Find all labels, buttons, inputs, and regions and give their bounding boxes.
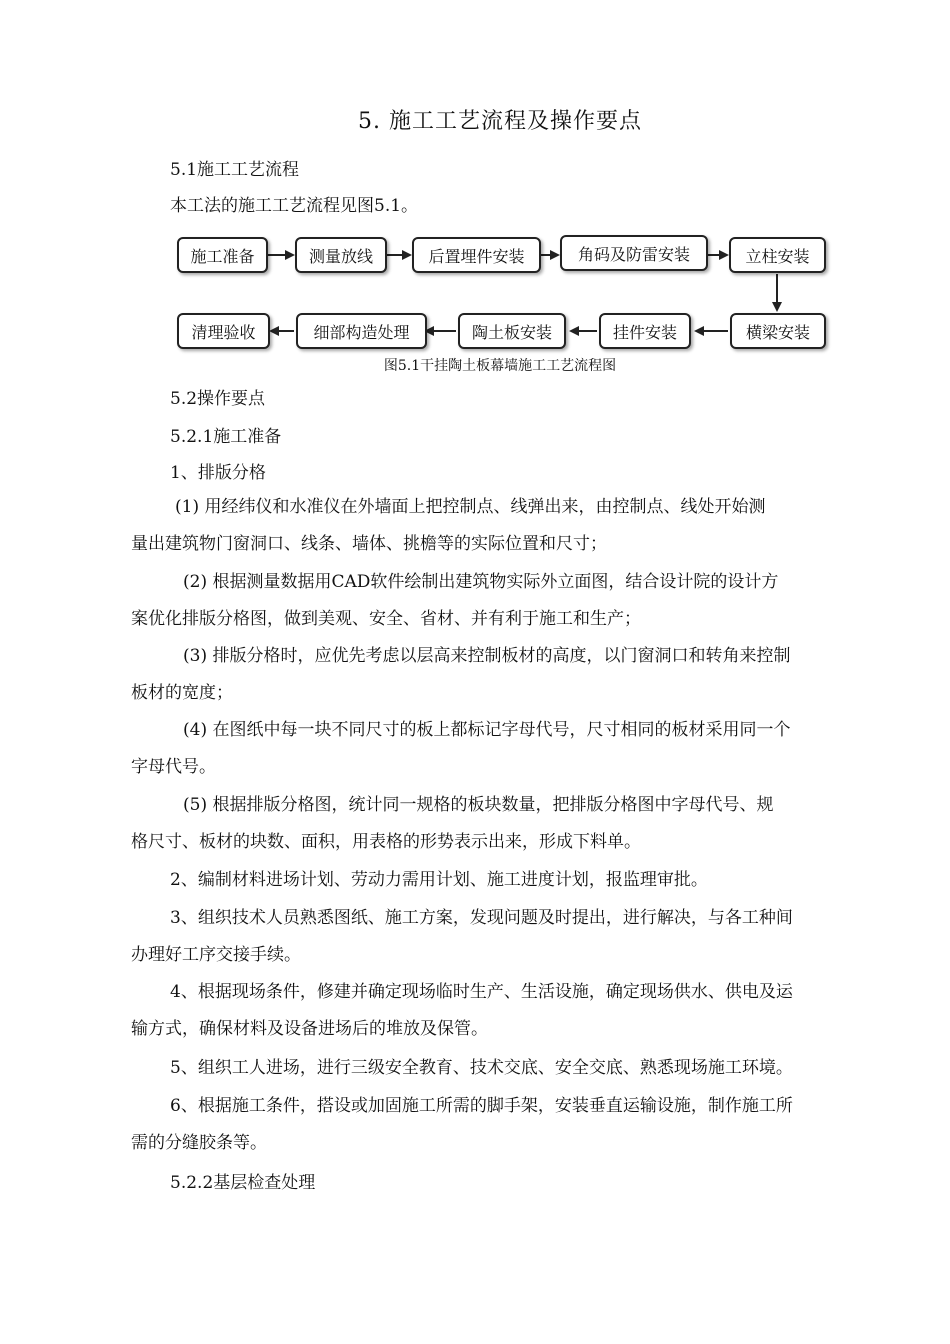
subsection-5-2: 5.2操作要点 — [170, 389, 266, 409]
paragraph-item-3 — [131, 900, 871, 974]
step-corner-lightning: 角码及防雷安装 — [560, 235, 708, 271]
paragraph-1-4 — [131, 712, 871, 786]
intro-text: 本工法的施工工艺流程见图5.1。 — [170, 196, 419, 216]
paragraph-item-6 — [131, 1088, 871, 1162]
step-hanger-install: 挂件安装 — [599, 313, 691, 349]
paragraph-rest: 需的分缝胶条等。 — [131, 1133, 267, 1153]
paragraph-1-3 — [131, 638, 871, 712]
paragraph-rest: 案优化排版分格图，做到美观、安全、省材、并有利于施工和生产； — [131, 609, 641, 629]
step-clay-panel-install: 陶土板安装 — [458, 313, 566, 349]
paragraph-first-line: 5、组织工人进场，进行三级安全教育、技术交底、安全交底、熟悉现场施工环境。 — [170, 1058, 793, 1078]
step-surveying: 测量放线 — [295, 237, 387, 273]
paragraph-first-line: 4、根据现场条件，修建并确定现场临时生产、生活设施，确定现场供水、供电及运 — [170, 982, 793, 1002]
paragraph-first-line: 6、根据施工条件，搭设或加固施工所需的脚手架，安装垂直运输设施，制作施工所 — [170, 1096, 793, 1116]
paragraph-1-1 — [131, 489, 871, 563]
subsection-5-2-2: 5.2.2基层检查处理 — [170, 1173, 316, 1193]
paragraph-rest: 输方式，确保材料及设备进场后的堆放及保管。 — [131, 1019, 488, 1039]
paragraph-first-line: (5) 根据排版分格图，统计同一规格的板块数量，把排版分格图中字母代号、规 — [183, 795, 774, 815]
paragraph-first-line: 3、组织技术人员熟悉图纸、施工方案，发现问题及时提出，进行解决，与各工种间 — [170, 908, 793, 928]
paragraph-first-line: 2、编制材料进场计划、劳动力需用计划、施工进度计划，报监理审批。 — [170, 870, 708, 890]
section-heading: 5. 施工工艺流程及操作要点 — [358, 109, 642, 134]
paragraph-first-line: (1) 用经纬仪和水准仪在外墙面上把控制点、线弹出来，由控制点、线处开始测 — [175, 497, 766, 517]
item-1-title: 1、排版分格 — [170, 463, 266, 483]
paragraph-first-line: (2) 根据测量数据用CAD软件绘制出建筑物实际外立面图，结合设计院的设计方 — [183, 572, 779, 592]
subsection-5-1: 5.1施工工艺流程 — [170, 160, 300, 180]
paragraph-item-4 — [131, 974, 871, 1048]
paragraph-rest: 格尺寸、板材的块数、面积，用表格的形势表示出来，形成下料单。 — [131, 832, 641, 852]
paragraph-1-2 — [131, 564, 871, 638]
step-construction-prep: 施工准备 — [177, 237, 268, 273]
step-column-install: 立柱安装 — [729, 237, 826, 273]
subsection-5-2-1: 5.2.1施工准备 — [170, 427, 282, 447]
paragraph-rest: 量出建筑物门窗洞口、线条、墙体、挑檐等的实际位置和尺寸； — [131, 534, 607, 554]
paragraph-rest: 办理好工序交接手续。 — [131, 945, 301, 965]
step-detail-treatment: 细部构造处理 — [296, 313, 427, 349]
step-cleanup-acceptance: 清理验收 — [177, 313, 270, 349]
paragraph-first-line: (4) 在图纸中每一块不同尺寸的板上都标记字母代号，尺寸相同的板材采用同一个 — [183, 720, 791, 740]
paragraph-item-2 — [131, 862, 871, 899]
paragraph-first-line: (3) 排版分格时，应优先考虑以层高来控制板材的高度，以门窗洞口和转角来控制 — [183, 646, 791, 666]
step-embedded-parts: 后置埋件安装 — [412, 237, 541, 273]
figure-caption: 图5.1干挂陶土板幕墙施工工艺流程图 — [383, 358, 617, 374]
paragraph-rest: 板材的宽度； — [131, 683, 233, 703]
paragraph-rest: 字母代号。 — [131, 757, 216, 777]
paragraph-item-5 — [131, 1050, 871, 1087]
paragraph-1-5 — [131, 787, 871, 861]
step-beam-install: 横梁安装 — [730, 313, 826, 349]
